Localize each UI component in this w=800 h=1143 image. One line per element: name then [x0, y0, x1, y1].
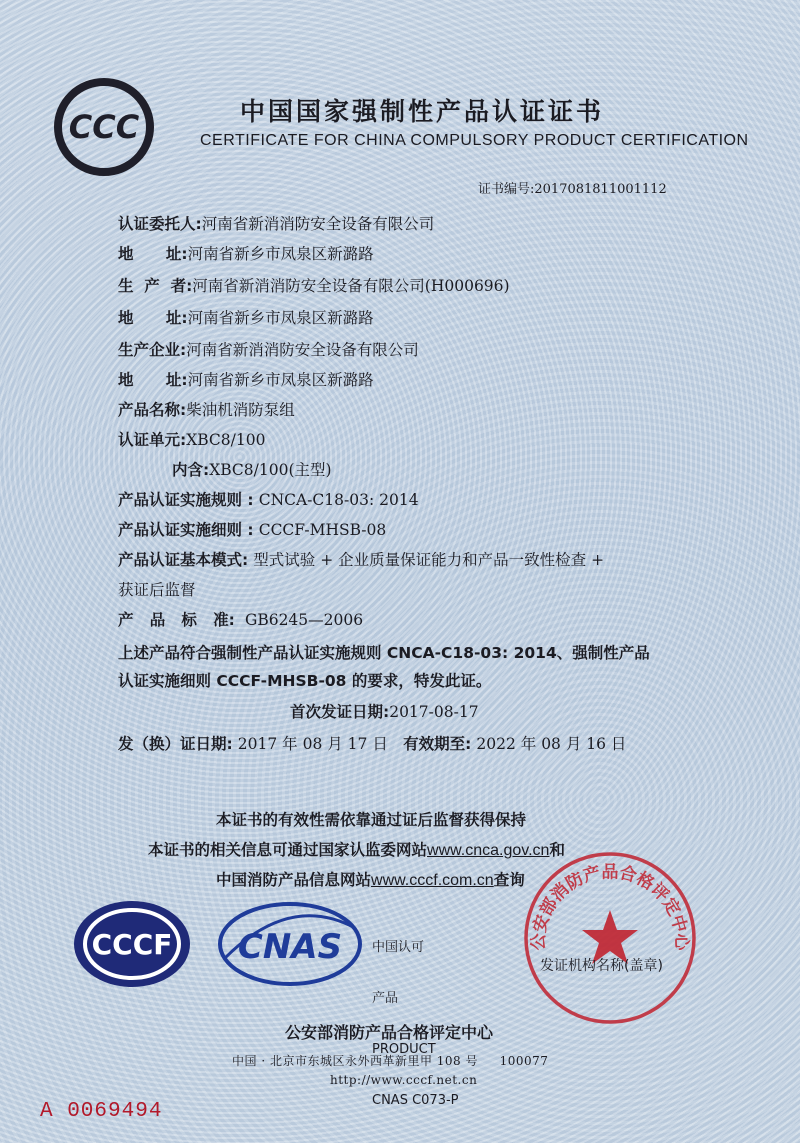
certificate-title-cn: 中国国家强制性产品认证证书: [240, 97, 605, 126]
footer-postcode: 100077: [499, 1054, 549, 1068]
certificate-title-en: CERTIFICATE FOR CHINA COMPULSORY PRODUCT CERTIFICATION: [200, 132, 749, 149]
info-notice-query: 查询: [493, 871, 525, 889]
issue-date-value: 2017 年 08 月 17 日: [237, 735, 388, 753]
footer-address-row: [232, 1052, 548, 1069]
validity-notice: 本证书的有效性需依靠通过证后监督获得保持: [216, 811, 527, 829]
factory-row: [118, 338, 419, 360]
applicant-row: [118, 212, 434, 234]
implementation-details-row: [118, 518, 386, 540]
factory-label: 生产企业:: [118, 341, 187, 359]
issue-date-row: [118, 732, 626, 754]
implementation-details-value: CCCF-MHSB-08: [258, 521, 387, 539]
certification-unit-label: 认证单元:: [118, 431, 187, 449]
cccf-logo: [70, 898, 195, 990]
product-standard-label: 产 品 标 准:: [118, 611, 235, 629]
cccf-logo-text: CCCF: [91, 928, 173, 961]
certificate-number-label: 证书编号:: [478, 182, 535, 197]
cnas-text-line-2: 产品: [372, 991, 399, 1006]
info-notice-prefix: 本证书的相关信息可通过国家认监委网站: [148, 841, 428, 859]
implementation-rules-value: CNCA-C18-03: 2014: [258, 491, 419, 509]
certificate-number-value: 2017081811001112: [534, 182, 667, 197]
applicant-address-value: 河南省新乡市凤泉区新潞路: [187, 245, 374, 263]
info-notice-suffix: 和: [549, 841, 565, 859]
factory-value: 河南省新消消防安全设备有限公司: [186, 341, 419, 359]
certification-mode-row: [118, 548, 604, 570]
certification-mode-continuation: 获证后监督: [118, 581, 196, 599]
cnca-website-link[interactable]: www.cnca.gov.cn: [427, 842, 550, 859]
info-notice-site-label: 中国消防产品信息网站: [216, 871, 372, 889]
issuer-label: 发证机构名称(盖章): [540, 958, 663, 974]
ccc-logo: [52, 75, 157, 180]
valid-until-value: 2022 年 08 月 16 日: [476, 735, 627, 753]
product-standard-row: [118, 608, 363, 630]
certification-unit-row: [118, 428, 265, 450]
cnas-logo: [215, 898, 365, 990]
certification-mode-label: 产品认证基本模式:: [118, 551, 249, 569]
applicant-address-label: 地 址:: [118, 245, 188, 263]
certification-unit-value: XBC8/100: [186, 431, 266, 449]
product-standard-value: GB6245—2006: [244, 611, 364, 629]
official-seal: [520, 848, 700, 1028]
cnas-text-line-1: 中国认可: [372, 940, 425, 955]
cnas-logo-text: CNAS: [237, 927, 343, 967]
applicant-address-row: [118, 242, 374, 264]
info-notice-line-2: [216, 868, 525, 890]
factory-address-label: 地 址:: [118, 371, 188, 389]
product-name-label: 产品名称:: [118, 401, 187, 419]
first-issue-row: [290, 700, 479, 722]
seal-text: 公安部消防产品合格评定中心: [528, 862, 692, 951]
ccc-logo-text: CCC: [68, 108, 140, 146]
statement-line-1: 上述产品符合强制性产品认证实施规则 CNCA-C18-03: 2014、强制性产品: [118, 644, 650, 662]
product-name-row: [118, 398, 295, 420]
manufacturer-address-row: [118, 306, 374, 328]
implementation-rules-row: [118, 488, 419, 510]
certification-mode-value: 型式试验 + 企业质量保证能力和产品一致性检查 +: [253, 551, 605, 569]
contains-value: XBC8/100(主型): [209, 461, 332, 479]
applicant-label: 认证委托人:: [118, 215, 202, 233]
first-issue-value: 2017-08-17: [389, 703, 479, 721]
applicant-value: 河南省新消消防安全设备有限公司: [201, 215, 435, 233]
implementation-details-label: 产品认证实施细则 :: [118, 521, 254, 539]
contains-label: 内含:: [172, 461, 210, 479]
manufacturer-address-label: 地 址:: [118, 309, 188, 327]
cccf-website-link[interactable]: www.cccf.com.cn: [371, 872, 494, 889]
manufacturer-row: [118, 274, 510, 296]
first-issue-label: 首次发证日期:: [290, 703, 390, 721]
implementation-rules-label: 产品认证实施规则 :: [118, 491, 254, 509]
contains-row: [172, 458, 332, 480]
statement-line-2: 认证实施细则 CCCF-MHSB-08 的要求，特发此证。: [118, 672, 492, 690]
cnas-text-line-3: PRODUCT: [372, 1042, 436, 1057]
cnas-text-line-4: CNAS C073-P: [372, 1093, 459, 1108]
footer-website[interactable]: http://www.cccf.net.cn: [330, 1073, 478, 1087]
footer-address: 中国 · 北京市东城区永外西革新里甲 108 号: [232, 1054, 478, 1068]
manufacturer-value: 河南省新消消防安全设备有限公司(H000696): [192, 277, 510, 295]
valid-until-label: 有效期至:: [403, 735, 472, 753]
issue-date-label: 发（换）证日期:: [118, 735, 233, 753]
serial-number: A 0069494: [40, 1100, 163, 1123]
factory-address-row: [118, 368, 374, 390]
issuing-organization: 公安部消防产品合格评定中心: [285, 1023, 494, 1042]
manufacturer-address-value: 河南省新乡市凤泉区新潞路: [187, 309, 374, 327]
product-name-value: 柴油机消防泵组: [186, 401, 295, 419]
factory-address-value: 河南省新乡市凤泉区新潞路: [187, 371, 374, 389]
manufacturer-label: 生 产 者:: [118, 277, 193, 295]
info-notice-line-1: [148, 838, 565, 860]
certificate-number: [478, 178, 667, 197]
